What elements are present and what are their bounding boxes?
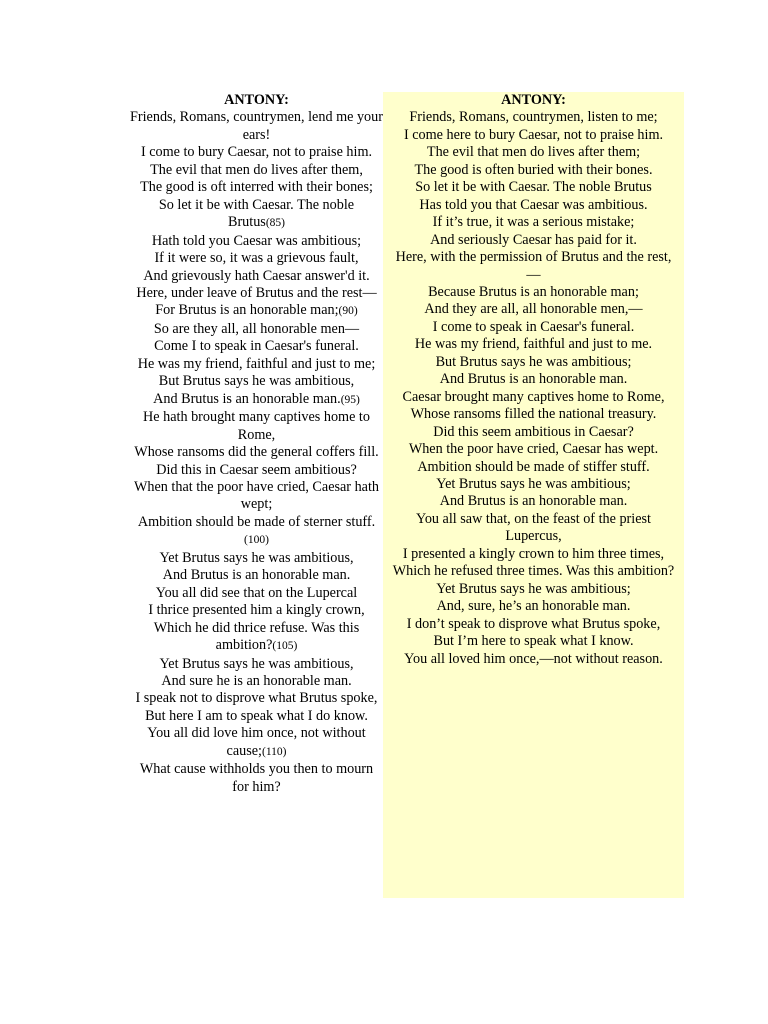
- verse-text: Which he did thrice refuse. Was this ambition?: [153, 619, 360, 654]
- verse-line: [389, 493, 678, 510]
- verse-line: [130, 673, 383, 690]
- verse-text: Here, with the permission of Brutus and the rest,—: [395, 249, 672, 283]
- verse-line: [389, 336, 678, 353]
- verse-text: Whose ransoms filled the national treasury.: [410, 406, 657, 423]
- line-number: (85): [265, 217, 285, 230]
- verse-text: Come I to speak in Caesar's funeral.: [154, 338, 359, 355]
- verse-text: And they are all, all honorable men,—: [424, 301, 643, 318]
- verse-line: [389, 633, 678, 650]
- original-text-column: [130, 92, 383, 796]
- verse-line: [130, 144, 383, 161]
- verse-line: [130, 321, 383, 338]
- verse-line: [130, 514, 383, 550]
- verse-line: [389, 179, 678, 196]
- verse-text: But Brutus says he was ambitious,: [158, 373, 355, 390]
- verse-text: The evil that men do lives after them,: [150, 161, 363, 178]
- verse-text: You all saw that, on the feast of the priest Lupercus,: [416, 510, 651, 545]
- verse-line: [389, 197, 678, 214]
- verse-line: [389, 616, 678, 633]
- verse-line: [389, 598, 678, 615]
- verse-text: So let it be with Caesar. The noble Brutus: [415, 179, 652, 196]
- verse-line: [130, 585, 383, 602]
- verse-text: Friends, Romans, countrymen, listen to me;: [409, 109, 658, 126]
- verse-text: Did this seem ambitious in Caesar?: [433, 423, 634, 440]
- verse-line: [389, 563, 678, 580]
- verse-line: [130, 233, 383, 250]
- verse-text: And, sure, he’s an honorable man.: [436, 598, 631, 615]
- verse-line: [389, 424, 678, 441]
- verse-text: Whose ransoms did the general coffers fill.: [134, 444, 379, 461]
- verse-text: I come here to bury Caesar, not to praise him.: [403, 126, 664, 143]
- verse-line: [389, 232, 678, 249]
- verse-text: You all loved him once,—not without reason.: [404, 650, 663, 667]
- verse-text: So are they all, all honorable men—: [153, 320, 360, 337]
- verse-text: You all did see that on the Lupercal: [155, 584, 358, 601]
- verse-text: Here, under leave of Brutus and the rest—: [136, 284, 377, 301]
- verse-line: [130, 479, 383, 514]
- verse-line: [389, 371, 678, 388]
- verse-line: [389, 162, 678, 179]
- verse-line: [130, 338, 383, 355]
- verse-line: [130, 550, 383, 567]
- modern-lines: [389, 109, 678, 668]
- verse-line: [389, 319, 678, 336]
- verse-line: [130, 162, 383, 179]
- verse-line: [130, 444, 383, 461]
- verse-line: [130, 250, 383, 267]
- verse-text: He was my friend, faithful and just to me;: [137, 355, 376, 372]
- verse-line: [389, 441, 678, 458]
- verse-text: Has told you that Caesar was ambitious.: [419, 196, 648, 213]
- verse-text: Friends, Romans, countrymen, lend me your ears!: [130, 109, 383, 143]
- line-number: (105): [272, 640, 298, 653]
- verse-text: Ambition should be made of stiffer stuff.: [417, 458, 650, 475]
- verse-line: [130, 409, 383, 444]
- verse-line: [389, 284, 678, 301]
- verse-text: I speak not to disprove what Brutus spoke,: [135, 690, 378, 707]
- verse-text: And Brutus is an honorable man.: [162, 567, 351, 584]
- verse-text: Did this in Caesar seem ambitious?: [156, 461, 357, 478]
- verse-line: [389, 214, 678, 231]
- verse-line: [389, 546, 678, 563]
- verse-line: [130, 391, 383, 409]
- verse-line: [130, 197, 383, 233]
- verse-line: [389, 476, 678, 493]
- verse-text: I presented a kingly crown to him three times,: [402, 545, 665, 562]
- verse-line: [130, 373, 383, 390]
- verse-text: And Brutus is an honorable man.: [439, 493, 628, 510]
- verse-line: [130, 620, 383, 656]
- verse-line: [389, 511, 678, 546]
- verse-text: I come to speak in Caesar's funeral.: [432, 318, 635, 335]
- line-number: (100): [244, 534, 269, 547]
- verse-text: And sure he is an honorable man.: [161, 672, 352, 689]
- verse-text: But here I am to speak what I do know.: [145, 707, 368, 724]
- verse-line: [389, 144, 678, 161]
- verse-text: I thrice presented him a kingly crown,: [148, 602, 365, 619]
- verse-text: But Brutus says he was ambitious;: [435, 353, 632, 370]
- verse-line: [130, 356, 383, 373]
- verse-text: Hath told you Caesar was ambitious;: [151, 232, 362, 249]
- verse-text: What cause withholds you then to mourn for him?: [139, 761, 374, 795]
- verse-line: [130, 656, 383, 673]
- verse-text: Because Brutus is an honorable man;: [428, 283, 639, 300]
- verse-text: And seriously Caesar has paid for it.: [430, 231, 637, 248]
- verse-line: [130, 285, 383, 302]
- verse-text: And grievously hath Caesar answer'd it.: [143, 267, 370, 284]
- verse-text: Yet Brutus says he was ambitious;: [436, 580, 631, 597]
- verse-text: The good is oft interred with their bones;: [140, 179, 373, 196]
- verse-text: I come to bury Caesar, not to praise him.: [140, 144, 373, 161]
- verse-line: [389, 354, 678, 371]
- verse-line: [130, 268, 383, 285]
- verse-line: [130, 179, 383, 196]
- speaker-name: ANTONY:: [224, 92, 289, 108]
- verse-line: [130, 462, 383, 479]
- verse-line: [389, 301, 678, 318]
- verse-text: He was my friend, faithful and just to me.: [414, 336, 653, 353]
- verse-text: When that the poor have cried, Caesar hath wept;: [133, 478, 380, 513]
- verse-text: Yet Brutus says he was ambitious,: [159, 549, 354, 566]
- line-number: (90): [338, 305, 358, 318]
- modern-translation-column: [383, 92, 684, 898]
- verse-text: You all did love him once, not without cause;: [147, 725, 366, 759]
- verse-text: The evil that men do lives after them;: [426, 144, 641, 161]
- verse-text: But I’m here to speak what I know.: [433, 633, 634, 650]
- verse-line: [389, 127, 678, 144]
- original-lines: [130, 109, 383, 796]
- verse-line: [130, 725, 383, 761]
- verse-line: [130, 302, 383, 320]
- verse-text: Ambition should be made of sterner stuff.: [137, 513, 376, 530]
- verse-text: And Brutus is an honorable man.: [153, 390, 341, 407]
- verse-line: [130, 567, 383, 584]
- verse-text: Yet Brutus says he was ambitious;: [436, 475, 631, 492]
- verse-text: If it’s true, it was a serious mistake;: [432, 214, 635, 231]
- speaker-name: ANTONY:: [501, 92, 566, 108]
- verse-text: Caesar brought many captives home to Rome,: [402, 388, 665, 405]
- verse-text: And Brutus is an honorable man.: [439, 371, 628, 388]
- verse-line: [130, 708, 383, 725]
- verse-text: If it were so, it was a grievous fault,: [154, 250, 359, 267]
- verse-text: So let it be with Caesar. The noble Brutus: [158, 196, 355, 231]
- verse-text: For Brutus is an honorable man;: [155, 302, 339, 319]
- verse-line: [389, 581, 678, 598]
- verse-text: The good is often buried with their bones.: [414, 161, 653, 178]
- line-number: (110): [261, 745, 287, 758]
- verse-line: [389, 406, 678, 423]
- verse-line: [389, 109, 678, 126]
- line-number: (95): [340, 393, 360, 406]
- verse-line: [130, 690, 383, 707]
- verse-line: [389, 651, 678, 668]
- verse-line: [389, 389, 678, 406]
- verse-text: Which he refused three times. Was this ambition?: [392, 563, 675, 580]
- verse-text: I don’t speak to disprove what Brutus spoke,: [406, 615, 661, 632]
- verse-line: [389, 249, 678, 284]
- verse-line: [389, 459, 678, 476]
- verse-line: [130, 761, 383, 796]
- verse-line: [130, 109, 383, 144]
- verse-text: He hath brought many captives home to Rome,: [143, 409, 370, 443]
- verse-text: Yet Brutus says he was ambitious,: [159, 655, 354, 672]
- verse-text: When the poor have cried, Caesar has wept.: [408, 441, 659, 458]
- verse-line: [130, 602, 383, 619]
